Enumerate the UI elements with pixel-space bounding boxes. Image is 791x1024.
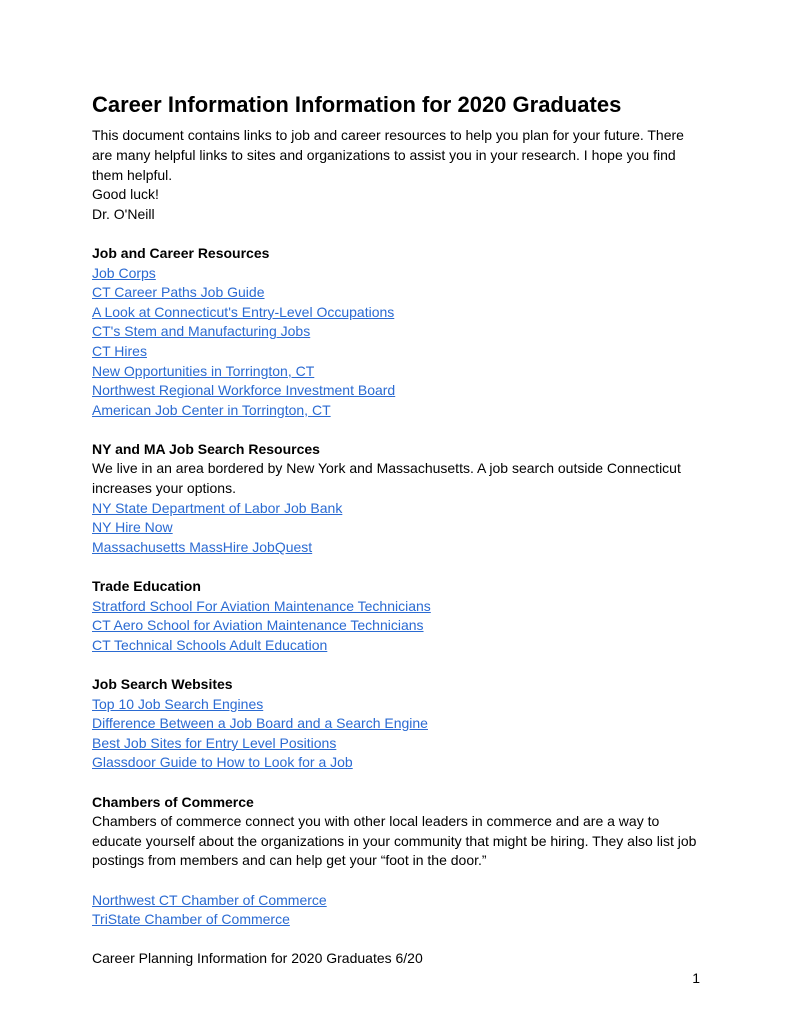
footer-text: Career Planning Information for 2020 Graduates 6/20: [92, 950, 423, 967]
blank-line: [92, 871, 700, 891]
section-heading-job-search-websites: Job Search Websites: [92, 676, 233, 693]
section-trade-education: [92, 577, 700, 655]
section-chambers-of-commerce: [92, 793, 700, 930]
link-american-job-center-torrington[interactable]: American Job Center in Torrington, CT: [92, 401, 331, 418]
link-ny-state-dol-job-bank[interactable]: NY State Department of Labor Job Bank: [92, 499, 343, 516]
link-glassdoor-guide[interactable]: Glassdoor Guide to How to Look for a Job: [92, 754, 353, 771]
link-job-corps[interactable]: Job Corps: [92, 264, 156, 281]
link-ma-masshire-jobquest[interactable]: Massachusetts MassHire JobQuest: [92, 538, 313, 555]
intro-paragraph: This document contains links to job and career resources to help you plan for your future. There are many helpful links to sites and organizations to assist you in your research. I hope you find them helpful.: [92, 127, 684, 183]
link-stratford-school-aviation[interactable]: Stratford School For Aviation Maintenance Technicians: [92, 597, 431, 614]
link-ct-stem-manufacturing-jobs[interactable]: CT's Stem and Manufacturing Jobs: [92, 323, 311, 340]
link-tristate-chamber[interactable]: TriState Chamber of Commerce: [92, 911, 290, 928]
link-ny-hire-now[interactable]: NY Hire Now: [92, 519, 173, 536]
page-number: 1: [692, 969, 700, 986]
section-heading-job-and-career-resources: Job and Career Resources: [92, 244, 270, 261]
link-best-job-sites-entry-level[interactable]: Best Job Sites for Entry Level Positions: [92, 734, 337, 751]
section-heading-trade-education: Trade Education: [92, 578, 201, 595]
link-top-10-job-search-engines[interactable]: Top 10 Job Search Engines: [92, 695, 264, 712]
link-ct-hires[interactable]: CT Hires: [92, 342, 147, 359]
link-ct-technical-schools-adult-education[interactable]: CT Technical Schools Adult Education: [92, 636, 328, 653]
link-northwest-ct-chamber[interactable]: Northwest CT Chamber of Commerce: [92, 891, 327, 908]
chambers-description: Chambers of commerce connect you with other local leaders in commerce and are a way to educate yourself about the organizations in your community that might be hiring. They also list job postings from members and can help get your “foot in the door.”: [92, 813, 697, 869]
good-luck-line: Good luck!: [92, 186, 159, 203]
page-title: Career Information Information for 2020 Graduates: [92, 92, 622, 117]
link-ct-aero-school-aviation[interactable]: CT Aero School for Aviation Maintenance Technicians: [92, 617, 424, 634]
link-new-opportunities-torrington[interactable]: New Opportunities in Torrington, CT: [92, 362, 315, 379]
link-ct-career-paths-job-guide[interactable]: CT Career Paths Job Guide: [92, 284, 265, 301]
section-heading-chambers-of-commerce: Chambers of Commerce: [92, 793, 254, 810]
section-ny-ma-job-search-resources: [92, 440, 700, 558]
link-ct-entry-level-occupations[interactable]: A Look at Connecticut's Entry-Level Occupations: [92, 303, 395, 320]
author-line: Dr. O'Neill: [92, 205, 155, 222]
section-job-and-career-resources: [92, 244, 700, 420]
link-northwest-regional-workforce-investment-board[interactable]: Northwest Regional Workforce Investment Board: [92, 382, 396, 399]
link-job-board-vs-search-engine[interactable]: Difference Between a Job Board and a Search Engine: [92, 715, 428, 732]
section-job-search-websites: [92, 675, 700, 773]
section-heading-ny-ma-job-search-resources: NY and MA Job Search Resources: [92, 440, 320, 457]
ny-ma-description: We live in an area bordered by New York and Massachusetts. A job search outside Connecticut increases your options.: [92, 460, 681, 497]
